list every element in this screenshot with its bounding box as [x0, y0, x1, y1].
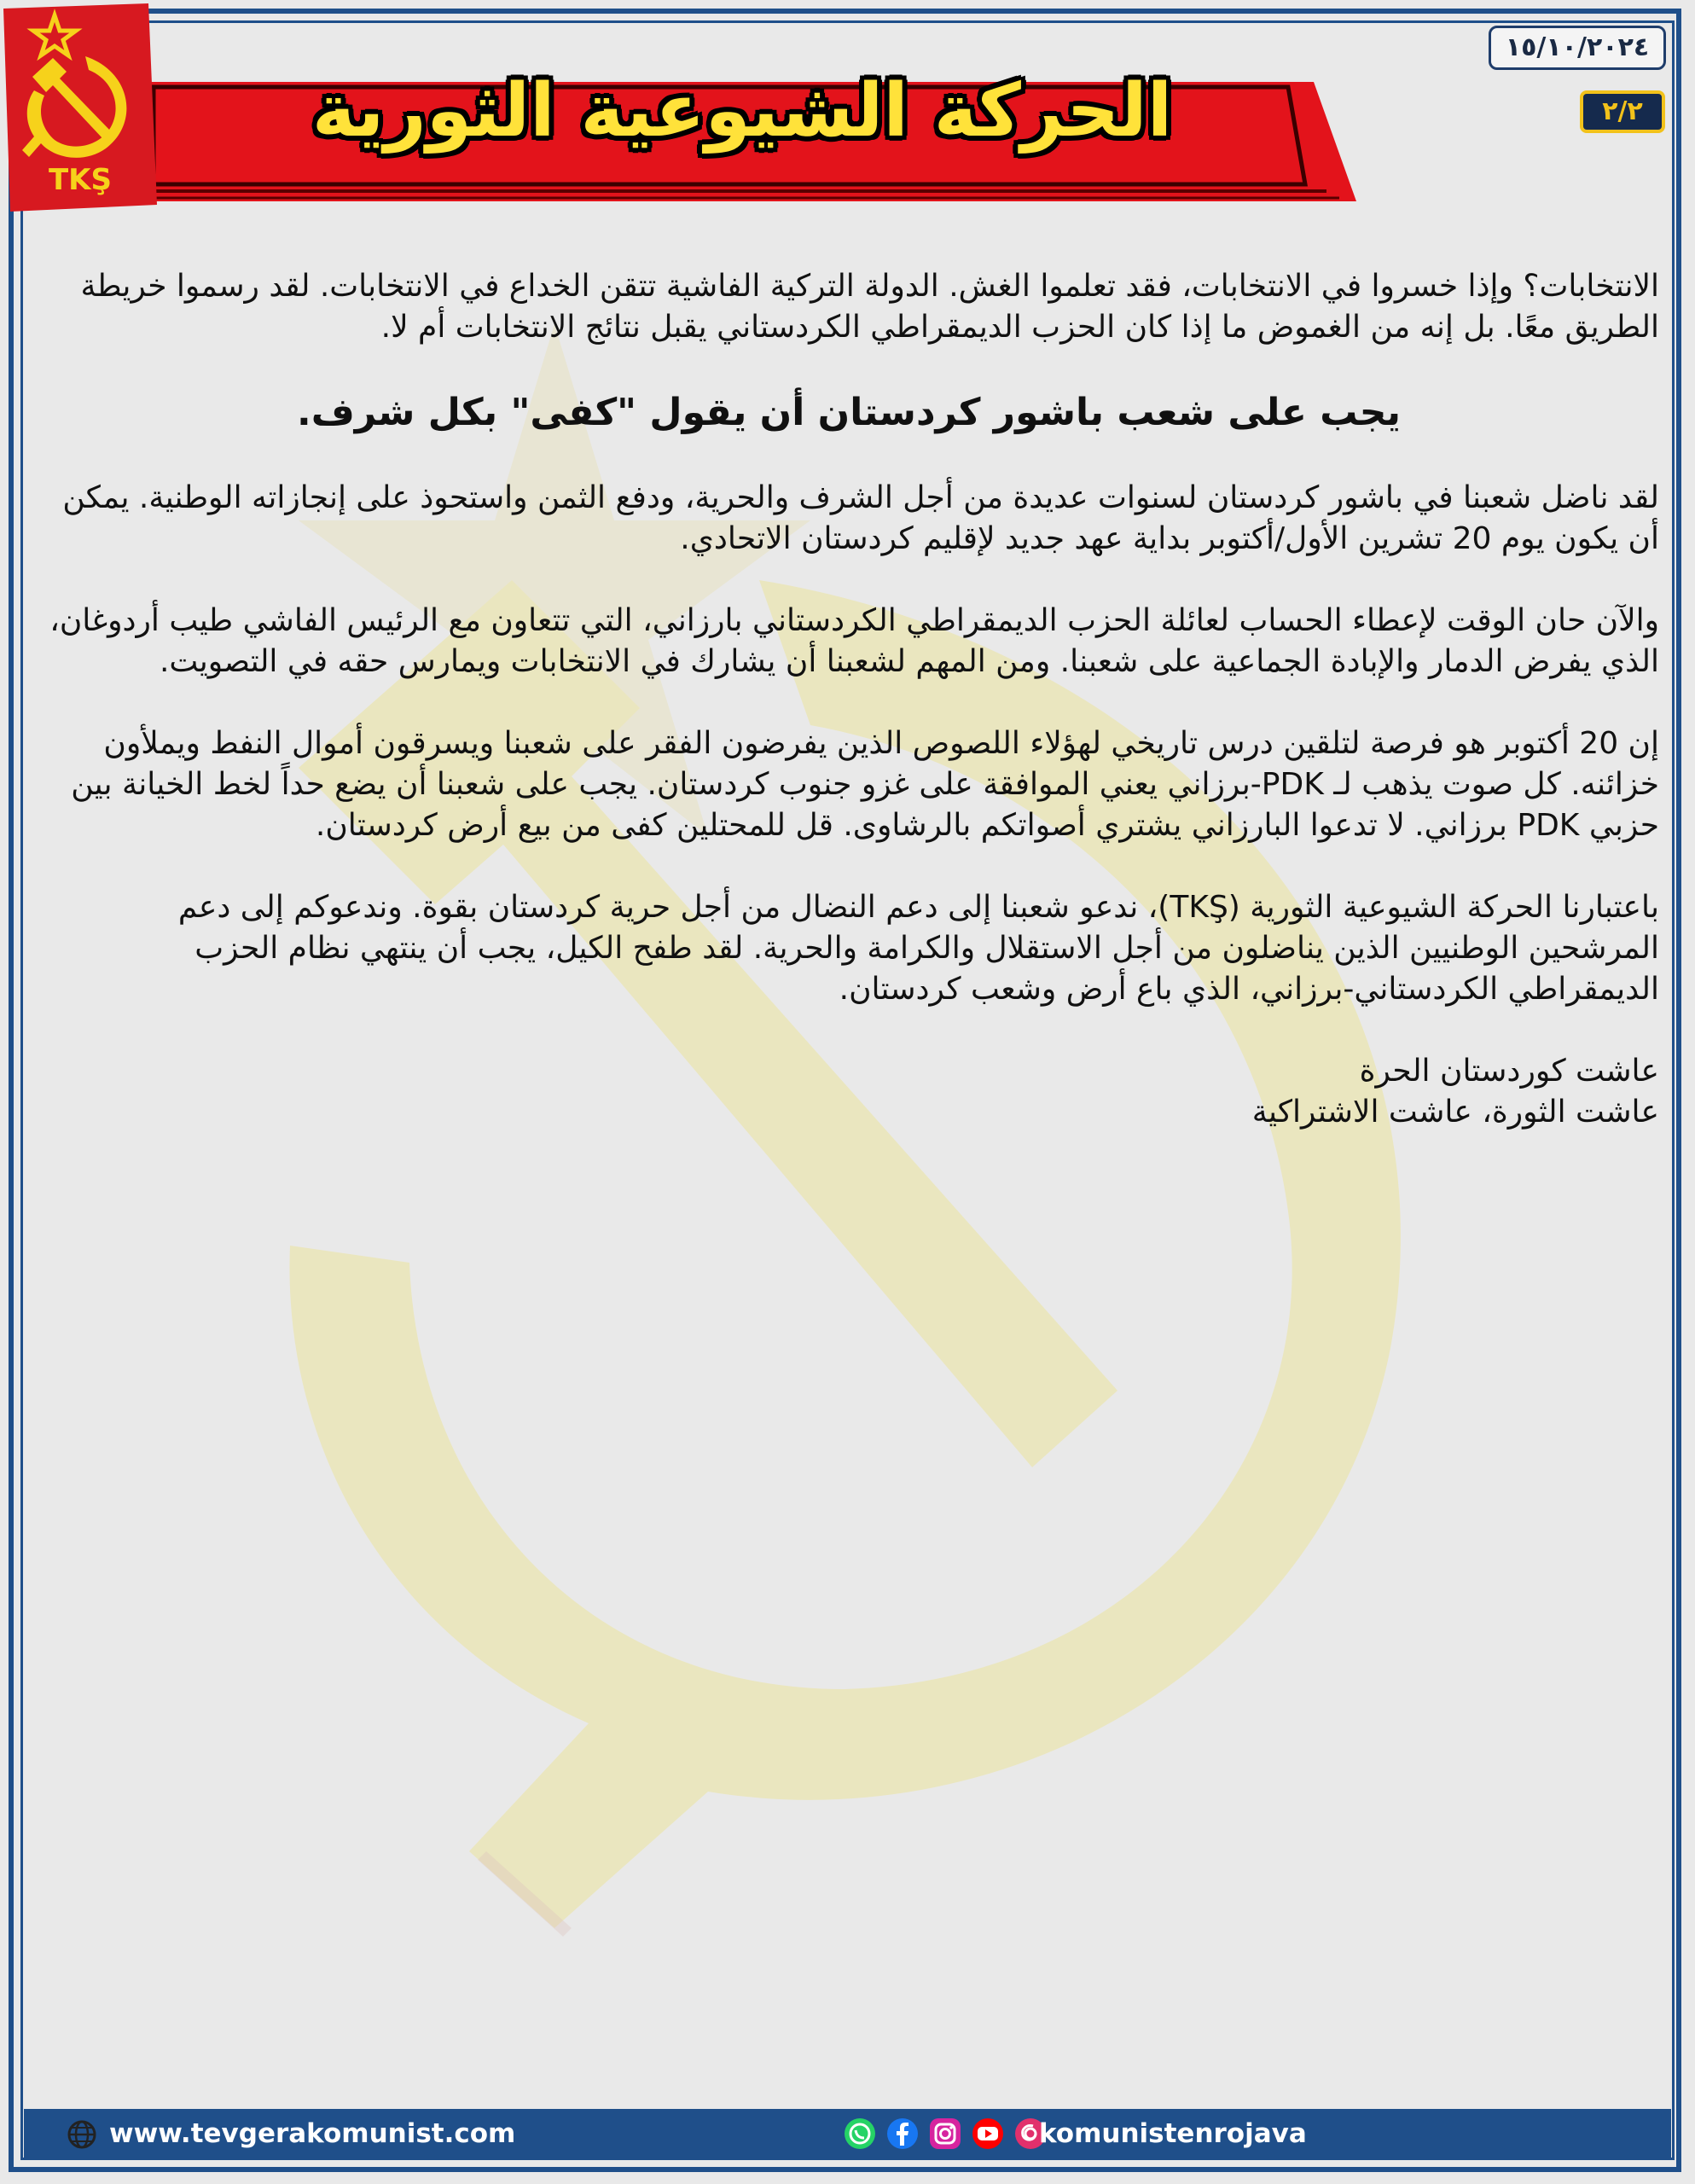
- whatsapp-icon[interactable]: [843, 2117, 877, 2151]
- tks-flag-logo: [3, 3, 157, 212]
- page-number-badge: ٢/٢: [1580, 90, 1665, 133]
- date-badge: ١٥/١٠/٢٠٢٤: [1489, 26, 1666, 70]
- closing-line: عاشت الثورة، عاشت الاشتراكية: [1251, 1095, 1659, 1130]
- facebook-icon[interactable]: [885, 2117, 920, 2151]
- instagram-icon[interactable]: [928, 2117, 962, 2151]
- youtube-icon[interactable]: [971, 2117, 1005, 2151]
- article-paragraph: باعتبارنا الحركة الشيوعية الثورية (TKŞ)، ندعو شعبنا إلى دعم النضال من أجل حرية كردستان بقوة. وندعوكم إلى دعم المرشحين الوطنيين الذين يناضلون من أجل الاستقلال والكرامة والحرية. لقد طفح الكيل، يجب أن ينتهي نظام الحزب الديمقراطي الكردستاني-برزاني، الذي باع أرض وشعب كردستان.: [177, 890, 1659, 1007]
- globe-icon: [67, 2119, 97, 2150]
- article-heading: يجب على شعب باشور كردستان أن يقول "كفى" بكل شرف.: [296, 391, 1402, 434]
- article-intro: الانتخابات؟ وإذا خسروا في الانتخابات، فقد تعلموا الغش. الدولة التركية الفاشية تتقن الخداع في الانتخابات. لقد رسموا خريطة الطريق معًا. بل إنه من الغموض ما إذا كان الحزب الديمقراطي الكردستاني يقبل نتائج الانتخابات أم لا.: [80, 269, 1659, 345]
- article-paragraph: والآن حان الوقت لإعطاء الحساب لعائلة الحزب الديمقراطي الكردستاني بارزاني، التي تتعاون مع الرئيس الفاشي طيب أردوغان، الذي يفرض الدمار والإبادة الجماعية على شعبنا. ومن المهم لشعبنا أن يشارك في الانتخابات ويمارس حقه في التصويت.: [49, 603, 1659, 679]
- closing-line: عاشت كوردستان الحرة: [1359, 1054, 1659, 1089]
- article-paragraph: لقد ناضل شعبنا في باشور كردستان لسنوات عديدة من أجل الشرف والحرية، ودفع الثمن واستحوذ على إنجازاته الوطنية. يمكن أن يكون يوم 20 تشرين الأول/أكتوبر بداية عهد جديد لإقليم كردستان الاتحادي.: [62, 480, 1659, 556]
- page-title: الحركة الشيوعية الثورية: [311, 68, 1173, 154]
- social-handle[interactable]: komunistenrojava: [1039, 2118, 1307, 2149]
- flag-logo-text: TKŞ: [48, 163, 113, 197]
- article-paragraph: إن 20 أكتوبر هو فرصة لتلقين درس تاريخي لهؤلاء اللصوص الذين يفرضون الفقر على شعبنا ويسرقون أموال النفط ويملأون خزائنه. كل صوت يذهب لـ PDK-برزاني يعني الموافقة على غزو جنوب كردستان. يجب على شعبنا أن يضع حداً لخط الخيانة بين حزبي PDK برزاني. لا تدعوا البارزاني يشتري أصواتكم بالرشاوى. قل للمحتلين كفى من بيع أرض كردستان.: [71, 726, 1659, 843]
- article-body: [38, 266, 1659, 1133]
- footer-bar: [24, 2109, 1671, 2158]
- website-link[interactable]: www.tevgerakomunist.com: [109, 2118, 516, 2149]
